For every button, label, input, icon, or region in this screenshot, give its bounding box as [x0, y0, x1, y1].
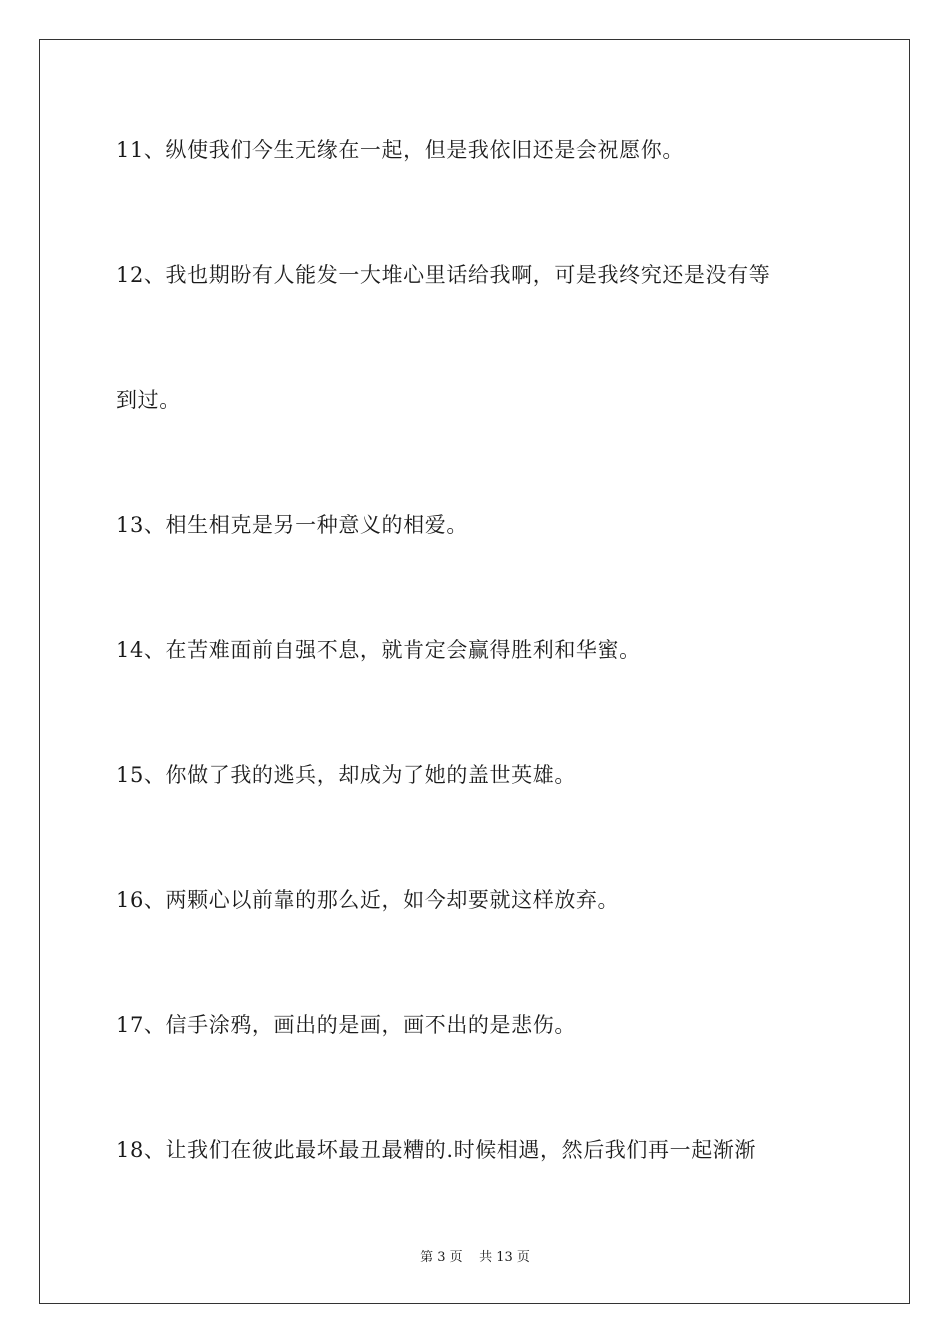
text-line-13: 13、相生相克是另一种意义的相爱。 — [116, 513, 468, 537]
text-line-16: 16、两颗心以前靠的那么近，如今却要就这样放弃。 — [116, 888, 620, 912]
text-line-17: 17、信手涂鸦，画出的是画，画不出的是悲伤。 — [116, 1013, 576, 1037]
text-line-12: 12、我也期盼有人能发一大堆心里话给我啊，可是我终究还是没有等 — [116, 263, 771, 287]
page-border — [39, 39, 910, 1304]
text-line-14: 14、在苦难面前自强不息，就肯定会赢得胜利和华蜜。 — [116, 638, 641, 662]
page-number-footer: 第 3 页 共 13 页 — [420, 1250, 530, 1265]
text-line-18: 18、让我们在彼此最坏最丑最糟的.时候相遇，然后我们再一起渐渐 — [116, 1138, 756, 1162]
text-line-11: 11、纵使我们今生无缘在一起，但是我依旧还是会祝愿你。 — [116, 138, 684, 162]
text-line-12-continued: 到过。 — [116, 388, 181, 412]
text-line-15: 15、你做了我的逃兵，却成为了她的盖世英雄。 — [116, 763, 576, 787]
